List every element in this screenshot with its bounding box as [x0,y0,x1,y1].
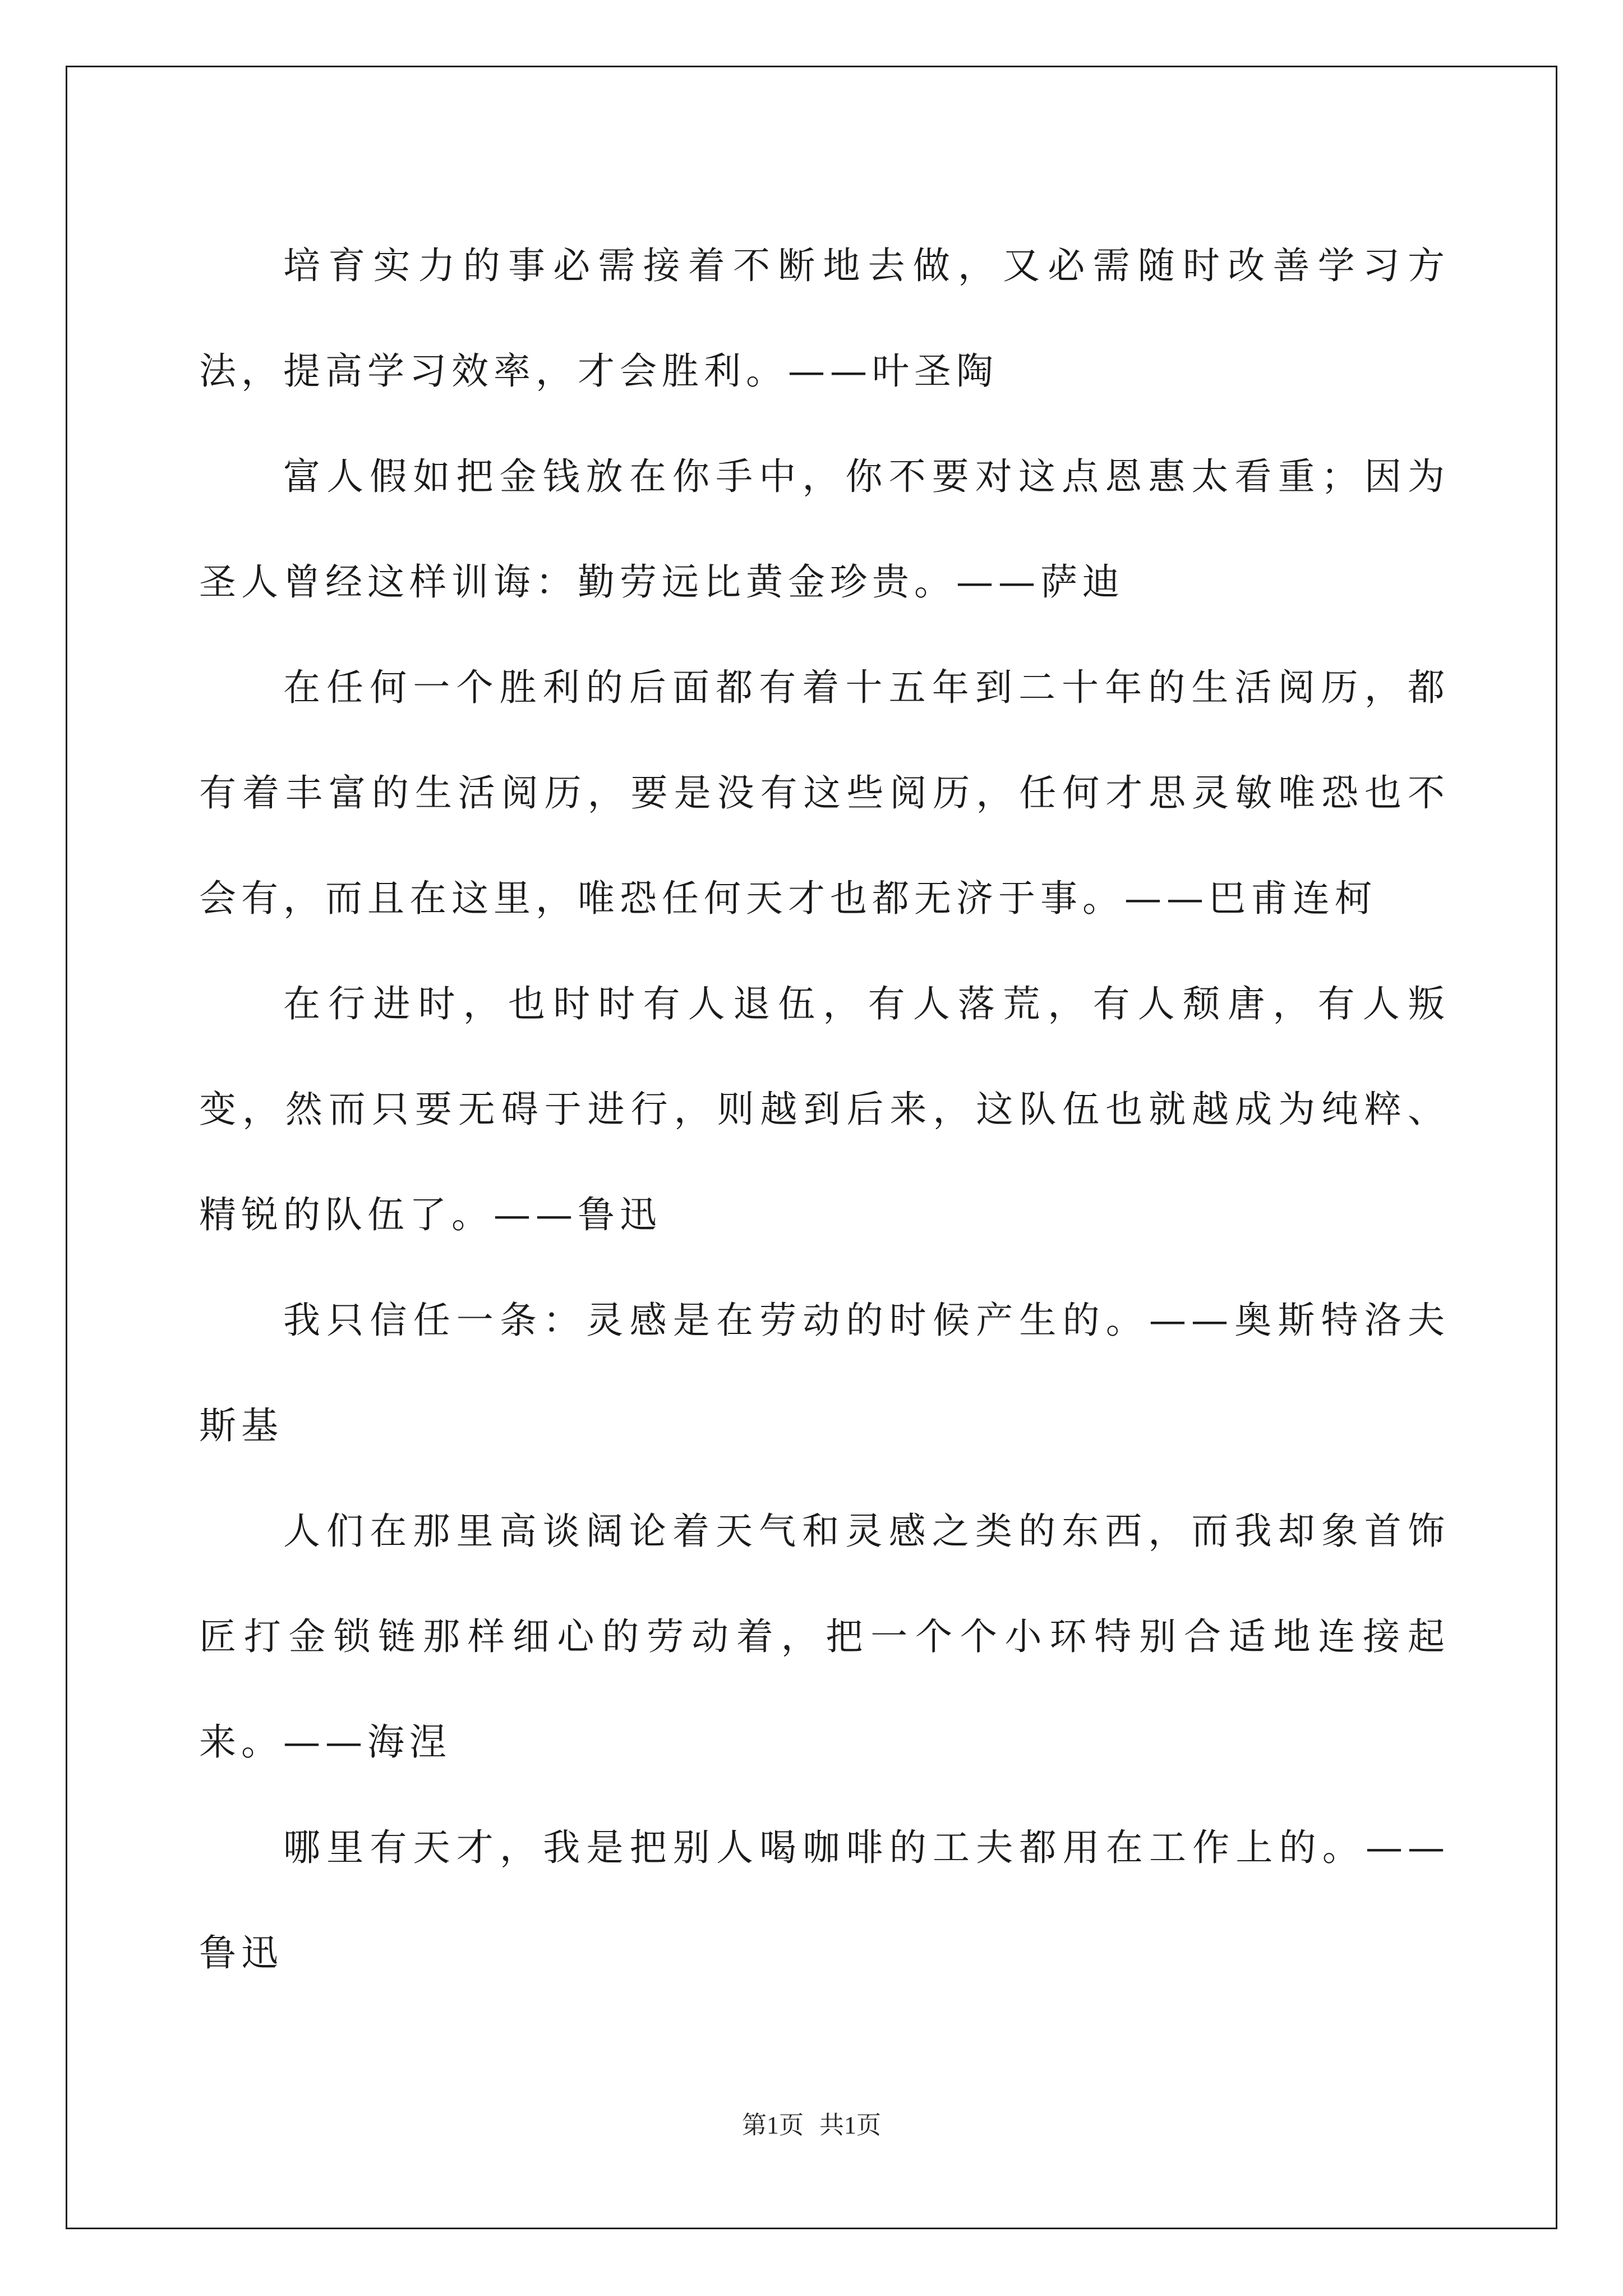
quote-paragraph-6: 人们在那里高谈阔论着天气和灵感之类的东西，而我却象首饰匠打金锁链那样细心的劳动着，把一个个小环特别合适地连接起来。——海涅 [199,1510,1450,1764]
quote-paragraph-2: 富人假如把金钱放在你手中，你不要对这点恩惠太看重；因为圣人曾经这样训诲：勤劳远比黄金珍贵。——萨迪 [199,455,1450,604]
quote-paragraph-7: 哪里有天才，我是把别人喝咖啡的工夫都用在工作上的。——鲁迅 [199,1826,1450,1975]
page-footer [0,2105,1623,2141]
quote-paragraph-4: 在行进时，也时时有人退伍，有人落荒，有人颓唐，有人叛变，然而只要无碍于进行，则越到后来，这队伍也就越成为纯粹、精锐的队伍了。——鲁迅 [199,982,1450,1236]
page-total: 共1页 [819,2111,881,2139]
document-body [199,213,1450,2006]
quote-paragraph-5: 我只信任一条：灵感是在劳动的时候产生的。——奥斯特洛夫斯基 [199,1299,1450,1447]
quote-paragraph-1: 培育实力的事必需接着不断地去做，又必需随时改善学习方法，提高学习效率，才会胜利。——叶圣陶 [199,244,1450,393]
page-number: 第1页 [742,2111,804,2139]
quote-paragraph-3: 在任何一个胜利的后面都有着十五年到二十年的生活阅历，都有着丰富的生活阅历，要是没有这些阅历，任何才思灵敏唯恐也不会有，而且在这里，唯恐任何天才也都无济于事。——巴甫连柯 [199,666,1450,920]
